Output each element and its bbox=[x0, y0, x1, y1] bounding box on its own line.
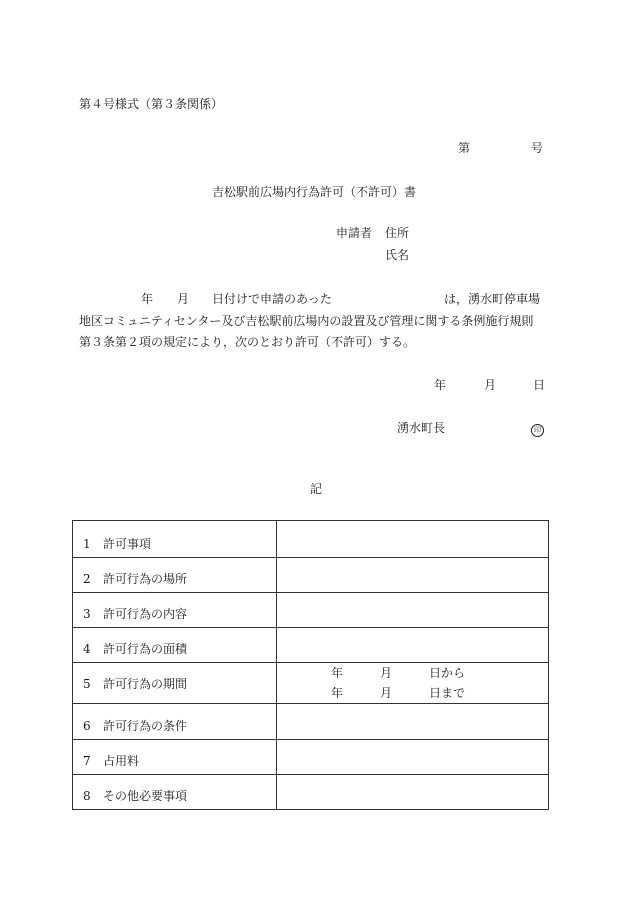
table-row bbox=[73, 775, 549, 810]
date-day: 日 bbox=[533, 378, 546, 392]
period-to-day: 日まで bbox=[429, 686, 466, 700]
applicant-name-label: 氏名 bbox=[385, 248, 410, 262]
seal-mark bbox=[531, 421, 544, 437]
ki-heading: 記 bbox=[310, 482, 323, 496]
value-cell-place bbox=[277, 558, 549, 593]
row-number: 4 bbox=[83, 642, 91, 656]
date-year: 年 bbox=[434, 378, 447, 392]
document-title: 吉松駅前広場内行為許可（不許可）書 bbox=[212, 185, 417, 199]
table-row bbox=[73, 593, 549, 628]
row-number: 5 bbox=[83, 676, 91, 691]
body-month: 月 bbox=[177, 292, 190, 306]
period-from-day: 日から bbox=[429, 666, 466, 680]
permit-details-table bbox=[72, 520, 549, 810]
applicant-role: 申請者 bbox=[336, 226, 373, 240]
row-label-occupancy-fee: 占用料 bbox=[103, 754, 140, 768]
row-label-other: その他必要事項 bbox=[103, 789, 188, 803]
document-number-prefix: 第 bbox=[458, 141, 471, 155]
document-number-suffix: 号 bbox=[531, 141, 544, 155]
row-label-permit-item: 許可事項 bbox=[103, 537, 152, 551]
value-cell-content bbox=[277, 593, 549, 628]
value-cell-occupancy-fee bbox=[277, 740, 549, 775]
period-from bbox=[331, 663, 548, 683]
row-label-place: 許可行為の場所 bbox=[103, 572, 188, 586]
seal-icon: 印 bbox=[531, 424, 544, 437]
signatory-title: 湧水町長 bbox=[397, 421, 446, 435]
row-number: 6 bbox=[83, 719, 91, 733]
table-row bbox=[73, 521, 549, 558]
period-to-year: 年 bbox=[331, 686, 344, 700]
period-to bbox=[331, 683, 548, 703]
table-row bbox=[73, 740, 549, 775]
value-cell-conditions bbox=[277, 704, 549, 740]
row-label-area: 許可行為の面積 bbox=[103, 642, 188, 656]
value-cell-permit-item bbox=[277, 521, 549, 558]
row-number: 7 bbox=[83, 754, 91, 768]
row-label-period: 許可行為の期間 bbox=[103, 676, 188, 691]
table-row bbox=[73, 628, 549, 663]
table-row bbox=[73, 704, 549, 740]
form-number: 第４号様式（第３条関係） bbox=[79, 97, 224, 111]
row-number: 1 bbox=[83, 537, 91, 551]
body-line-2: 地区コミュニティセンター及び吉松駅前広場内の設置及び管理に関する条例施行規則 bbox=[79, 314, 534, 328]
row-number: 8 bbox=[83, 789, 91, 803]
body-year: 年 bbox=[141, 292, 154, 306]
body-line-3: 第３条第２項の規定により，次のとおり許可（不許可）する。 bbox=[79, 335, 416, 349]
value-cell-other bbox=[277, 775, 549, 810]
applicant-address-label: 住所 bbox=[385, 226, 410, 240]
table-row bbox=[73, 558, 549, 593]
row-label-content: 許可行為の内容 bbox=[103, 607, 188, 621]
period-from-month: 月 bbox=[380, 666, 393, 680]
row-label-conditions: 許可行為の条件 bbox=[103, 719, 188, 733]
period-from-year: 年 bbox=[331, 666, 344, 680]
body-dated: 日付けで申請のあった bbox=[212, 292, 332, 306]
period-to-month: 月 bbox=[380, 686, 393, 700]
body-ha: は，湧水町停車場 bbox=[444, 292, 541, 306]
value-cell-area bbox=[277, 628, 549, 663]
row-number: 3 bbox=[83, 607, 91, 621]
value-cell-period bbox=[277, 663, 549, 704]
table-row bbox=[73, 663, 549, 704]
date-month: 月 bbox=[484, 378, 497, 392]
row-number: 2 bbox=[83, 572, 91, 586]
